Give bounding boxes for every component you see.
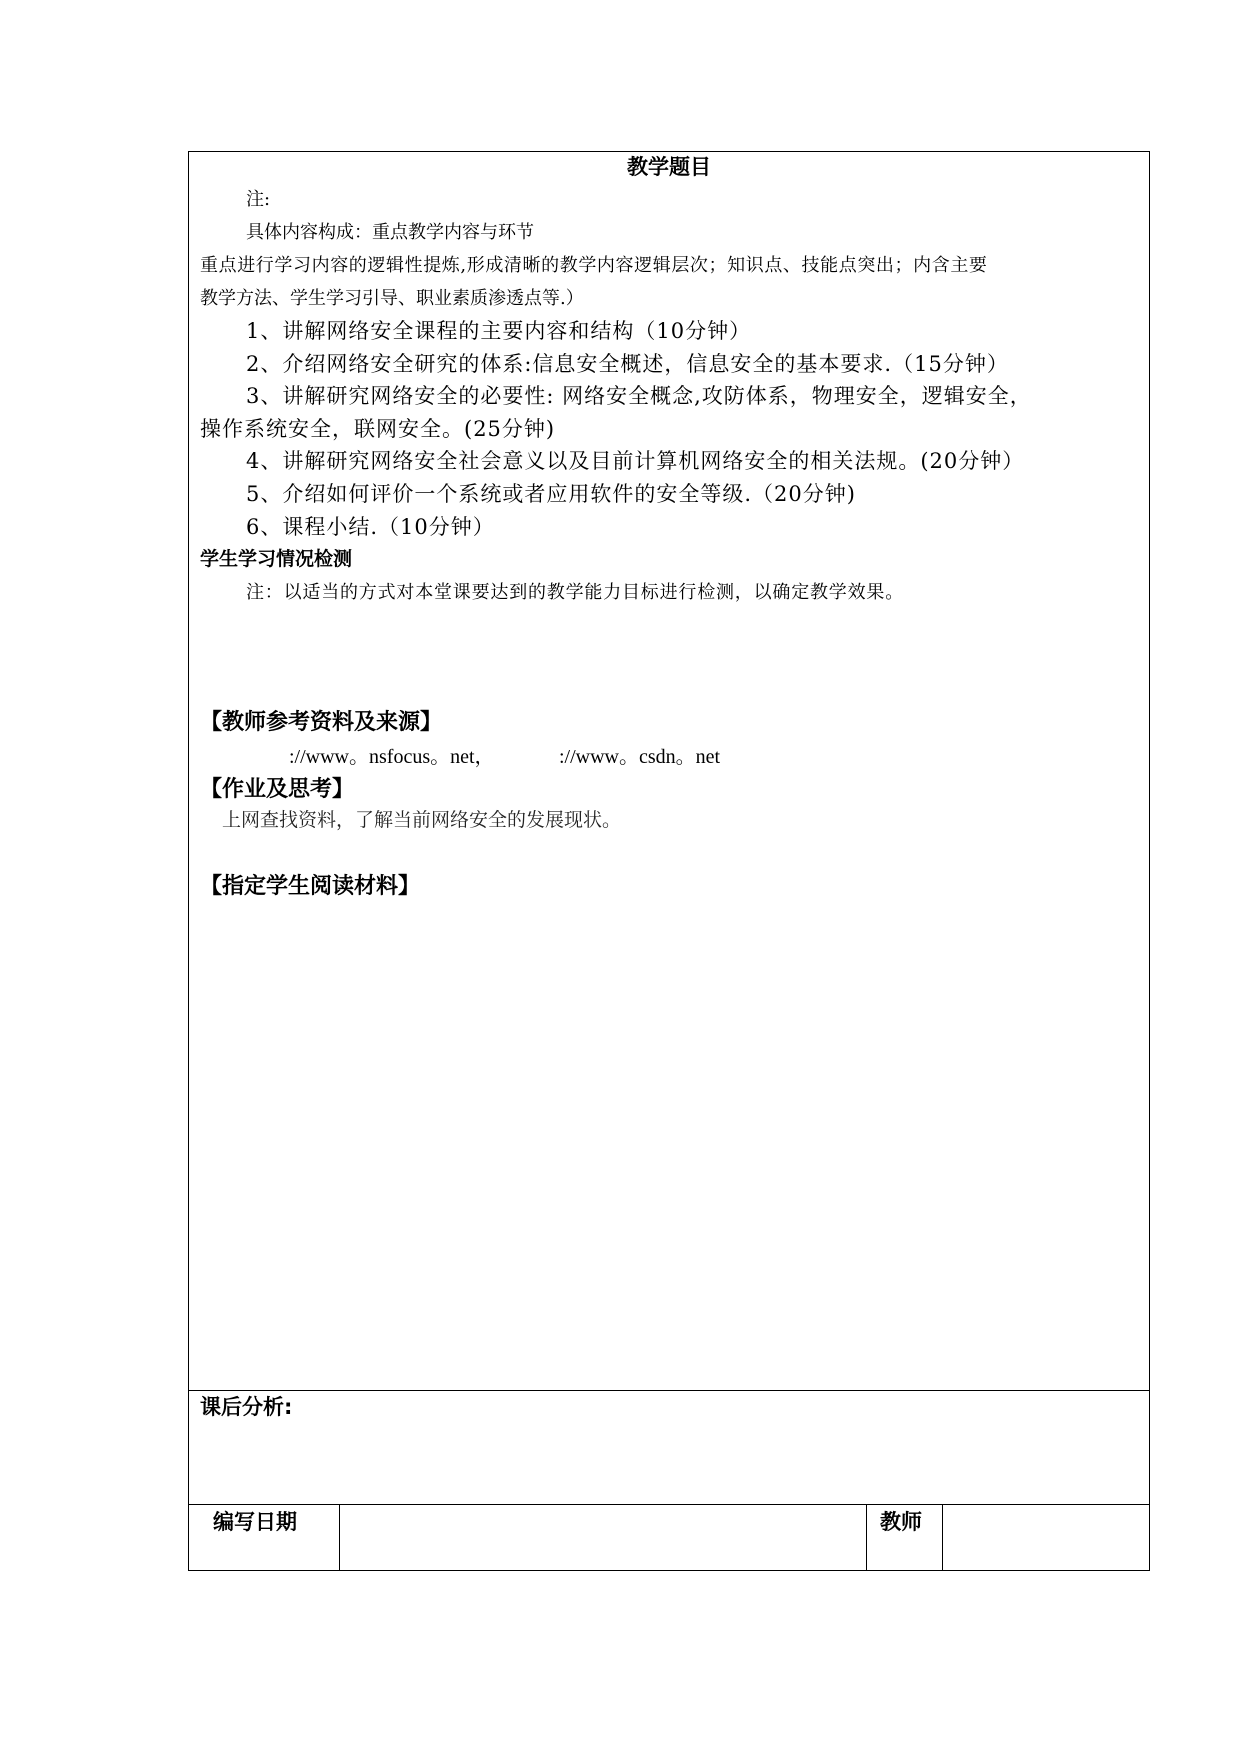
- content-heading: 具体内容构成：重点教学内容与环节: [246, 222, 534, 243]
- date-value[interactable]: [345, 1512, 860, 1562]
- reading-heading: 【指定学生阅读材料】: [200, 874, 421, 899]
- teacher-value[interactable]: [948, 1512, 1143, 1562]
- content-desc: 教学方法、学生学习引导、职业素质渗透点等.）: [200, 288, 584, 309]
- row-divider: [188, 1390, 1150, 1391]
- col-divider: [942, 1504, 943, 1570]
- list-item: 2、介绍网络安全研究的体系:信息安全概述，信息安全的基本要求.（15分钟）: [246, 352, 1009, 376]
- page-title: 教学题目: [627, 155, 711, 179]
- col-divider: [339, 1504, 340, 1570]
- list-item: 3、讲解研究网络安全的必要性: 网络安全概念,攻防体系，物理安全，逻辑安全，: [246, 384, 1032, 408]
- teacher-label: 教师: [880, 1510, 922, 1534]
- homework-text: 上网查找资料，了解当前网络安全的发展现状。: [222, 809, 622, 831]
- date-label: 编写日期: [213, 1510, 297, 1534]
- check-heading: 学生学习情况检测: [200, 548, 353, 570]
- content-desc: 重点进行学习内容的逻辑性提炼,形成清晰的教学内容逻辑层次；知识点、技能点突出；内含主要: [200, 255, 988, 276]
- homework-heading: 【作业及思考】: [200, 777, 355, 802]
- reference-link[interactable]: ://www。nsfocus。net，: [289, 746, 495, 768]
- list-item: 5、介绍如何评价一个系统或者应用软件的安全等级.（20分钟): [246, 482, 856, 506]
- analysis-label: 课后分析:: [200, 1395, 293, 1419]
- reference-link[interactable]: ://www。csdn。net: [559, 746, 721, 768]
- list-item: 1、讲解网络安全课程的主要内容和结构（10分钟）: [246, 319, 752, 343]
- list-item: 操作系统安全，联网安全。(25分钟): [200, 417, 556, 441]
- list-item: 6、课程小结.（10分钟）: [246, 515, 495, 539]
- list-item: 4、讲解研究网络安全社会意义以及目前计算机网络安全的相关法规。(20分钟）: [246, 449, 1025, 473]
- references-heading: 【教师参考资料及来源】: [200, 710, 443, 735]
- col-divider: [866, 1504, 867, 1570]
- row-divider: [188, 1504, 1150, 1505]
- check-note: 注：以适当的方式对本堂课要达到的教学能力目标进行检测，以确定教学效果。: [246, 582, 904, 603]
- note-label: 注:: [246, 189, 271, 210]
